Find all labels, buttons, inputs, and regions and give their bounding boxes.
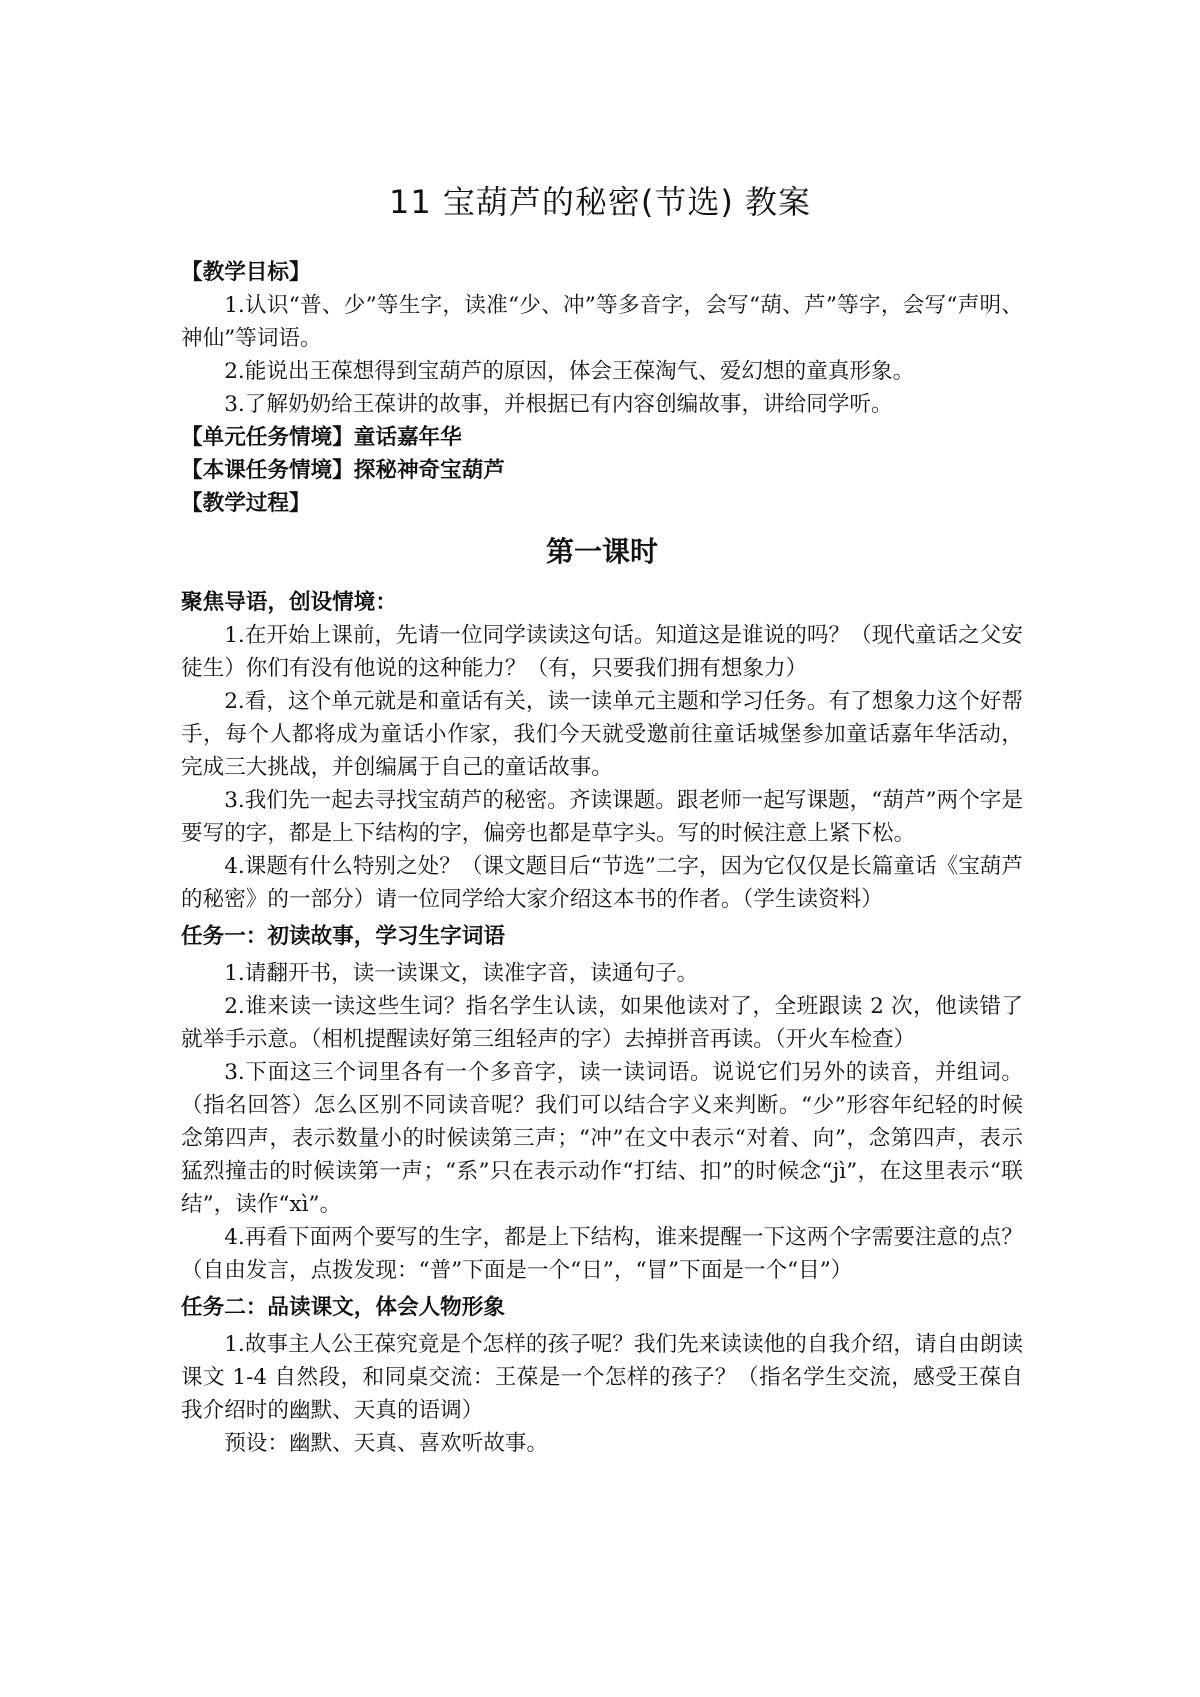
paragraph: 1.请翻开书，读一读课文，读准字音，读通句子。 <box>224 961 699 986</box>
paragraph: 4.再看下面两个要写的生字，都是上下结构，谁来提醒一下这两个字需要注意的点？（自由发言，点拨发现：“普”下面是一个“日”，“冒”下面是一个“目”） <box>181 1225 1023 1283</box>
section-heading: 任务二：品读课文，体会人物形象 <box>181 1295 505 1320</box>
unit-context: 【单元任务情境】童话嘉年华 <box>181 425 462 450</box>
paragraph: 2.看，这个单元就是和童话有关，读一读单元主题和学习任务。有了想象力这个好帮手，每个人都将成为童话小作家，我们今天就受邀前往童话城堡参加童话嘉年华活动，完成三大挑战，并创编属于自己的童话故事。 <box>181 689 1023 780</box>
paragraph: 2.谁来读一读这些生词？指名学生认读，如果他读对了，全班跟读 2 次，他读错了就举手示意。（相机提醒读好第三组轻声的字）去掉拼音再读。（开火车检查） <box>181 994 1023 1052</box>
lesson-heading: 第一课时 <box>545 535 658 568</box>
objectives-header: 【教学目标】 <box>181 260 311 285</box>
section-heading: 任务一：初读故事，学习生字词语 <box>181 924 505 949</box>
paragraph: 3.我们先一起去寻找宝葫芦的秘密。齐读课题。跟老师一起写课题，“葫芦”两个字是要写的字，都是上下结构的字，偏旁也都是草字头。写的时候注意上紧下松。 <box>181 788 1023 846</box>
objective-item: 2.能说出王葆想得到宝葫芦的原因，体会王葆淘气、爱幻想的童真形象。 <box>224 359 915 384</box>
objective-item: 1.认识“普、少”等生字，读准“少、冲”等多音字，会写“葫、芦”等字，会写“声明、神仙”等词语。 <box>181 293 1023 351</box>
paragraph: 1.故事主人公王葆究竟是个怎样的孩子呢？我们先来读读他的自我介绍，请自由朗读课文 1-4 自然段，和同桌交流：王葆是一个怎样的孩子？（指名学生交流，感受王葆自我介绍时的幽默、天真的语调） <box>181 1332 1023 1423</box>
lesson-context: 【本课任务情境】探秘神奇宝葫芦 <box>181 458 505 483</box>
document-body <box>181 256 1023 1460</box>
paragraph: 预设：幽默、天真、喜欢听故事。 <box>224 1431 549 1456</box>
section-heading: 聚焦导语，创设情境： <box>181 590 397 615</box>
objective-item: 3.了解奶奶给王葆讲的故事，并根据已有内容创编故事，讲给同学听。 <box>224 392 893 417</box>
document-title: 11 宝葫芦的秘密(节选) 教案 <box>388 183 812 222</box>
paragraph: 1.在开始上课前，先请一位同学读读这句话。知道这是谁说的吗？（现代童话之父安徒生）你们有没有他说的这种能力？（有，只要我们拥有想象力） <box>181 623 1023 681</box>
paragraph: 3.下面这三个词里各有一个多音字，读一读词语。说说它们另外的读音，并组词。（指名回答）怎么区别不同读音呢？我们可以结合字义来判断。“少”形容年纪轻的时候念第四声，表示数量小的时候读第三声；“冲”在文中表示“对着、向”，念第四声，表示猛烈撞击的时候读第一声；“系”只在表示动作“打结、扣”的时候念“jì”，在这里表示“联结”，读作“xì”。 <box>181 1060 1023 1217</box>
paragraph: 4.课题有什么特别之处？（课文题目后“节选”二字，因为它仅仅是长篇童话《宝葫芦的秘密》的一部分）请一位同学给大家介绍这本书的作者。（学生读资料） <box>181 854 1023 912</box>
process-header: 【教学过程】 <box>181 491 311 516</box>
